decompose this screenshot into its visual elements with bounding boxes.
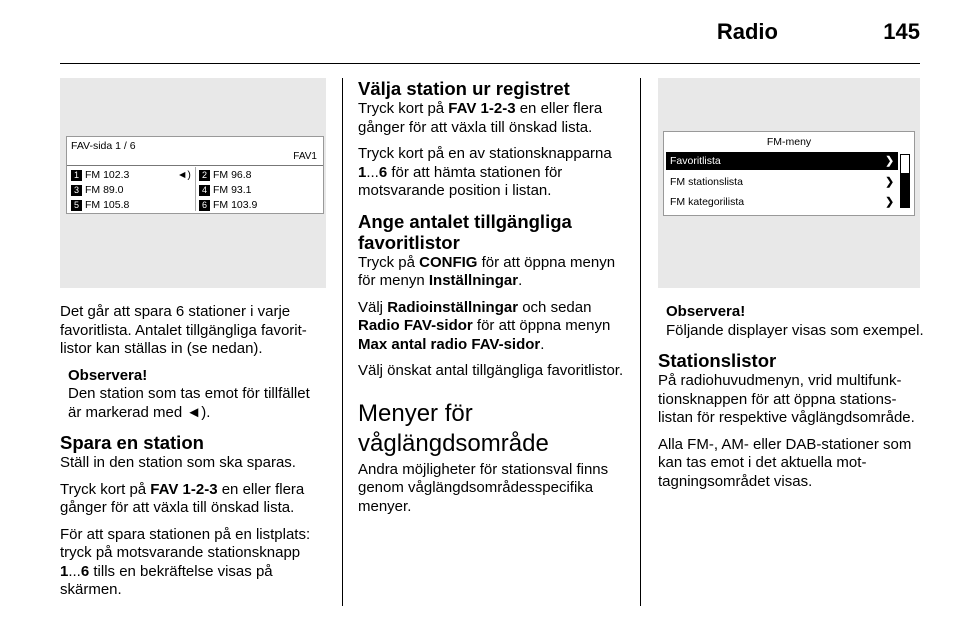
fav-screen	[66, 136, 324, 214]
scrollbar-thumb	[901, 173, 909, 207]
fm-menu-title: FM-meny	[766, 136, 812, 148]
column-3	[658, 303, 924, 499]
station-number: 6	[199, 200, 210, 211]
column-divider-2	[640, 78, 641, 606]
note-title: Observera!	[666, 303, 746, 320]
paragraph: Välj önskat antal tillgängliga favoritlistor.	[358, 362, 624, 379]
heading-stationslistor: Stationslistor	[658, 350, 777, 371]
station-frequency: FM 89.0	[85, 184, 124, 196]
station-frequency: FM 103.9	[213, 199, 258, 211]
fm-menu-item-kategorilista: FM kategorilista ❯	[666, 193, 898, 211]
chevron-right-icon: ❯	[885, 196, 894, 208]
scrollbar	[900, 154, 910, 208]
column-2	[358, 78, 624, 524]
note	[658, 303, 924, 340]
header-rule	[60, 63, 920, 64]
station-frequency: FM 93.1	[213, 184, 252, 196]
station-frequency: FM 96.8	[213, 169, 252, 181]
fav-station	[199, 197, 257, 213]
fav-station	[71, 197, 129, 213]
column-divider-1	[342, 78, 343, 606]
paragraph: På radiohuvudmenyn, vrid multifunktionsknappen för att öppna stationslistan för respektive våglängdsområde.	[658, 372, 915, 426]
fav-station	[199, 182, 252, 198]
fm-menu-figure	[658, 78, 920, 288]
note	[60, 367, 326, 423]
station-number: 4	[199, 185, 210, 196]
note-text-end: .	[206, 403, 211, 421]
note-text: Den station som tas emot för tillfället är markerad med	[68, 385, 310, 421]
paragraph: Tryck kort på FAV 1-2-3 en eller flera gånger för att växla till önskad lista.	[60, 480, 305, 516]
fav-station	[199, 167, 252, 183]
station-number: 3	[71, 185, 82, 196]
paragraph: Tryck på CONFIG för att öppna menyn för menyn Inställningar.	[358, 253, 616, 289]
station-frequency: FM 105.8	[85, 199, 130, 211]
chevron-right-icon: ❯	[885, 176, 894, 188]
paragraph: För att spara stationen på en listplats: tryck på motsvarande stationsknapp 1...6 tills en bekräftelse visas på skärmen.	[60, 525, 311, 598]
station-number: 2	[199, 170, 210, 181]
heading-menyer: Menyer för våglängdsområde	[358, 399, 549, 457]
note-title: Observera!	[68, 366, 148, 384]
paragraph: Andra möjligheter för stationsval finns genom våglängdsområdesspecifika menyer.	[358, 460, 609, 515]
station-number: 5	[71, 200, 82, 211]
speaker-icon: ◄)	[177, 169, 191, 181]
fm-menu-item-stationslista: FM stationslista ❯	[666, 173, 898, 191]
fav-column-separator	[195, 167, 196, 211]
fav-station	[71, 182, 124, 198]
chevron-right-icon: ❯	[885, 155, 894, 167]
note-text: Följande displayer visas som exempel.	[666, 321, 924, 339]
paragraph: Alla FM-, AM- eller DAB-stationer som kan tas emot i det aktuella mottagningsområdet visas.	[658, 435, 912, 490]
paragraph: Välj Radioinställningar och sedan Radio FAV-sidor för att öppna menyn Max antal radio FAV-sidor.	[358, 298, 611, 353]
station-frequency: FM 102.3	[85, 169, 130, 181]
paragraph: Tryck kort på FAV 1-2-3 en eller flera gånger för att växla till önskad lista.	[358, 100, 603, 136]
fav-heading: FAV-sida 1 / 6	[71, 140, 136, 152]
fav-tag: FAV1	[293, 151, 317, 162]
heading-ange: Ange antalet tillgängliga favoritlistor	[358, 210, 572, 253]
speaker-icon: ◄)	[186, 403, 207, 421]
paragraph: Ställ in den station som ska sparas.	[60, 454, 296, 471]
paragraph: Det går att spara 6 stationer i varje favoritlista. Antalet tillgängliga favoritlistor kan ställas in (se nedan).	[60, 303, 307, 357]
page-number: 145	[883, 19, 920, 44]
fm-screen	[663, 131, 915, 216]
fav-figure	[60, 78, 326, 288]
page-header-title: Radio	[716, 19, 778, 44]
heading-valja: Välja station ur registret	[358, 78, 570, 99]
station-number: 1	[71, 170, 82, 181]
heading-spara: Spara en station	[60, 432, 204, 453]
fav-divider	[67, 165, 323, 166]
paragraph: Tryck kort på en av stationsknapparna 1...6 för att hämta stationen för motsvarande position i listan.	[358, 145, 612, 199]
fm-menu-item-favoritlista: Favoritlista ❯	[666, 152, 898, 170]
fav-station	[71, 167, 191, 183]
column-1	[60, 303, 326, 608]
